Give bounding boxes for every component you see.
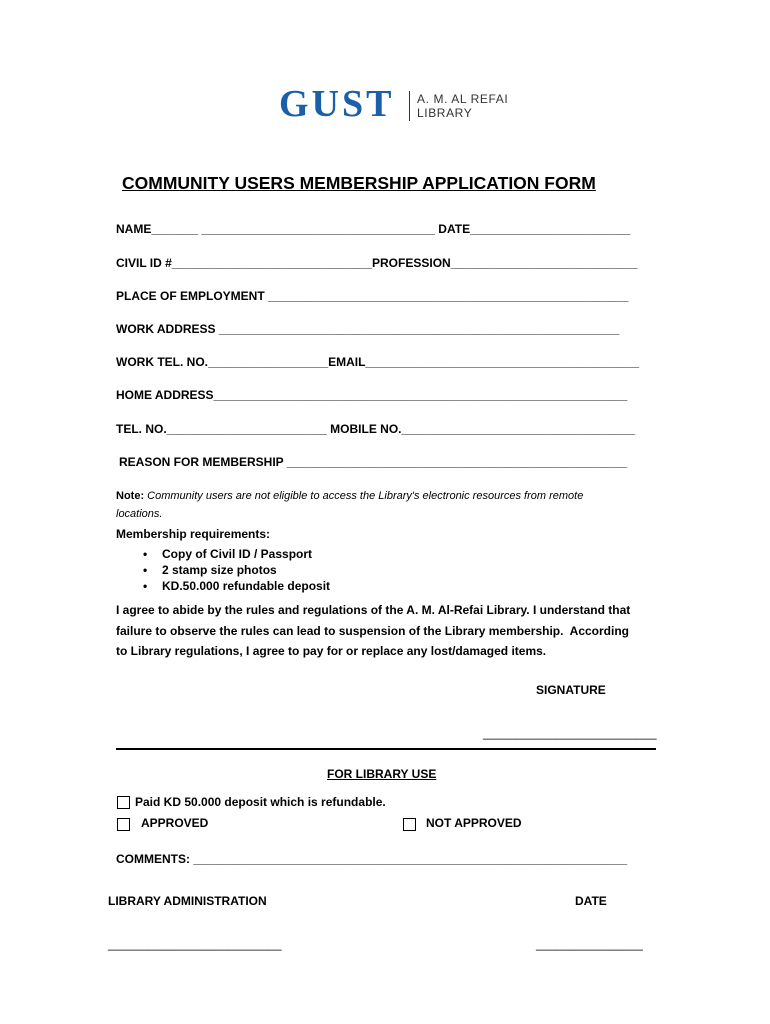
logo-divider	[409, 91, 410, 121]
logo-library-name: A. M. AL REFAI	[417, 92, 509, 106]
note-text-2: locations.	[116, 508, 163, 520]
agreement-line-1: I agree to abide by the rules and regulations of the A. M. Al-Refai Library. I understand that	[116, 603, 631, 617]
list-item: • 2 stamp size photos	[116, 562, 330, 578]
reason-field[interactable]: REASON FOR MEMBERSHIP ___________________________________________________	[119, 455, 628, 469]
deposit-checkbox[interactable]	[117, 796, 130, 809]
approved-checkbox[interactable]	[117, 818, 130, 831]
section-divider	[116, 748, 656, 750]
list-item: • KD.50.000 refundable deposit	[116, 578, 330, 594]
approved-label: APPROVED	[141, 816, 209, 830]
administration-signature-line[interactable]: __________________________	[108, 937, 282, 951]
logo-library-label: LIBRARY	[417, 106, 473, 120]
name-date-field[interactable]: NAME_______ ___________________________________ DATE________________________	[116, 222, 631, 236]
gust-logo: GUST	[279, 83, 395, 125]
form-title: COMMUNITY USERS MEMBERSHIP APPLICATION FORM	[122, 173, 596, 193]
date-signature-line[interactable]: ________________	[536, 937, 643, 951]
employment-field[interactable]: PLACE OF EMPLOYMENT ______________________________________________________	[116, 289, 629, 303]
library-administration-label: LIBRARY ADMINISTRATION	[108, 894, 267, 908]
signature-label: SIGNATURE	[536, 683, 606, 697]
agreement-line-2: failure to observe the rules can lead to suspension of the Library membership. According	[116, 624, 630, 638]
signature-line[interactable]: __________________________	[483, 726, 657, 740]
work-tel-email-field[interactable]: WORK TEL. NO.__________________EMAIL_________________________________________	[116, 355, 640, 369]
agreement-line-3: to Library regulations, I agree to pay for or replace any lost/damaged items.	[116, 644, 547, 658]
comments-field[interactable]: COMMENTS: _________________________________________________________________	[116, 852, 628, 866]
note-label: Note:	[116, 490, 145, 502]
requirements-heading: Membership requirements:	[116, 527, 271, 541]
not-approved-label: NOT APPROVED	[426, 816, 522, 830]
tel-mobile-field[interactable]: TEL. NO.________________________ MOBILE NO.___________________________________	[116, 422, 636, 436]
list-item: • Copy of Civil ID / Passport	[116, 546, 330, 562]
requirements-list	[116, 546, 330, 594]
not-approved-checkbox[interactable]	[403, 818, 416, 831]
deposit-label: Paid KD 50.000 deposit which is refundable.	[135, 795, 386, 809]
civil-id-profession-field[interactable]: CIVIL ID #______________________________PROFESSION____________________________	[116, 256, 638, 270]
work-address-field[interactable]: WORK ADDRESS ____________________________________________________________	[116, 322, 620, 336]
note-line-2	[116, 507, 162, 521]
date-label: DATE	[575, 894, 607, 908]
home-address-field[interactable]: HOME ADDRESS______________________________________________________________	[116, 388, 628, 402]
note-line	[116, 489, 583, 503]
note-text: Community users are not eligible to access the Library's electronic resources from remote	[144, 490, 584, 502]
library-use-heading: FOR LIBRARY USE	[327, 767, 437, 781]
